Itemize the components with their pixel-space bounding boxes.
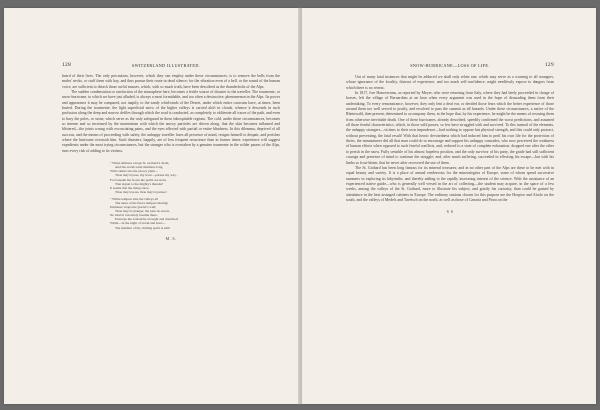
page-number: 128: [62, 62, 72, 68]
poem-line: It seems that the rising snow,: [110, 185, 150, 190]
right-page: [302, 8, 596, 404]
poem-line: Darkness wraps the glacier's wall;: [110, 205, 157, 210]
poem-line: " While tempest stirs the valleys all: [110, 196, 159, 201]
paragraph: heard of their lives. The only precaution, however, which they can employ under these circumstances, is to remove the bells from the mules' necks, or stuff them with hay, and thus pursue their route in dead silence; for the vibration even of a bell, or the sound of the human voice, are sufficient to detach those awful masses, which, with so much truth, have been described as the thunderbolts of the Alps.: [62, 74, 280, 89]
poem-line: That signal to the mighty's thunder!: [115, 181, 164, 186]
poem-line: Thou may'st pass, thou may'st pursue!: [115, 189, 167, 194]
poem-line: And the storm-wind slumbers long,: [115, 165, 164, 170]
poem-line: Thou may'st pass, thy trace—pursue thy way,: [115, 173, 177, 178]
right-page-header: [346, 62, 554, 70]
poem-line: The murmur of my chilling spirit is still!: [115, 225, 171, 230]
poem-line: While—in the night of storm and fears—: [110, 221, 166, 226]
left-page-header: [62, 62, 270, 70]
signature-mark: S S: [446, 209, 454, 215]
paragraph: The sudden condensation or rarefaction of the atmosphere here, becomes a fertile source of disaster to the traveller. The tourmente, or snow-hurricane, to which we have just alluded, is always a most formidable, and too often a destructive, phenomenon in the Alps. Its power and appearance it may be compared, not inaptly, to the sandy whirlwinds of the Desert, under which entire caravans have, at times, been buried. During the tourmente, the light superficial snow of the higher valleys is carried aloft in clouds, whence it descends in such profusion along the deep and narrow defiles through which the road is conducted, as completely to obliterate all traces of the path, and even to bury the poles, or stone, which serve as the only safeguard in these inhospitable regions. The cold, under these circumstances, becomes so intense and so increased by the momentum with which the snowy particles are driven along, that the skin becomes inflamed and blistered—the joints wrung with excruciating pains, and the eyes affected with partial or entire blindness. In this dilemma, deprived of all succour, and the means of proceeding with safety, the unhappy traveller loses all presence of mind, resigns himself to despair, and perishes where the hurricane overtook him. Such disasters, happily, are of less frequent recurrence than in former times: experience will suggest expedients under the most trying circumstances, but the stranger who is overtaken by a genuine tourmente in the wilder passes of the Alps, runs every risk of adding to its victims.: [62, 90, 280, 153]
poem-signature: M. S.: [165, 235, 177, 241]
running-head: SNOW-HURRICANE—LOSS OF LIFE.: [410, 63, 490, 68]
poem-line: For beneath his frown the perils are stern,: [110, 177, 167, 182]
paragraph: Out of many fatal instances that might be adduced we shall only relate one, which may serve as a warning to all strangers, whose ignorance of the locality, distrust of experience, and too much self-confidence, might needlessly expose to dangers from which there is no retreat.: [346, 75, 554, 90]
poem-line: " When stillness veraps St. Gothard's chain,: [110, 161, 170, 166]
right-page-body: [346, 75, 554, 215]
poem-line: With calmer airs the snowy plain—: [110, 169, 159, 174]
poem: [110, 161, 280, 230]
poem-line: Enwraps the avalanche wrought and drenched;: [115, 217, 179, 222]
poem-line: Thou may'st stranger, the pass be sworn,: [115, 209, 170, 214]
left-page: [4, 8, 298, 404]
poem-line: The skies of the fierce tempest sharing;: [115, 201, 169, 205]
left-page-body: [62, 74, 280, 241]
paragraph: In 1817, five Hanoverians, as reported by Meyer, who were returning from Italy, where they had lately proceeded in charge of horses, left the village of Bernardino at an hour when every argument was used in the hope of dissuading them from their undertaking. To every remonstrance, however, they only lent a deaf ear, or derided those fears which the better experience of those around them too well served to justify, and resolved to pass the summit as all hazards. Under these circumstances, a native of the Rheinwald, then present, determined to accompany them, in the hope that, by his experience, he might be the means of rescuing them from otherwise inevitable death. One of these hurricanes, already described, speedily confirmed the worst predictions, and assumed all those fearful characteristics, which, in those wild passes, so few have struggled with and survived. To this turmoil of the elements, the unhappy strangers—victims to their own imprudence—had nothing to oppose but physical strength, and this could only protract, without preventing, the fatal result! With that heroic devotedness which had induced him to peril his own life for the protection of theirs, the mountaineer did all that man could do to encourage and support his unhappy comrades, who now perceived the weakness of human efforts when opposed to such fearful conflicts, and, reduced to a state of complete exhaustion, dropped one after the other to perish in the snow. Fully sensible of his almost hopeless position, and the only survivor of his party, the guide had still sufficient courage and presence of mind to continue the struggle; and, after much suffering, succeeded in effecting his escape—but with his limbs so frost-bitten, that he never after recovered the use of them.: [346, 91, 554, 165]
page-number: 129: [544, 62, 554, 68]
poem-line: No mortal can safely breathe there,: [110, 213, 158, 218]
running-head: SWITZERLAND ILLUSTRATED.: [131, 63, 201, 68]
paragraph: The St. Gothard has been long famous for its mineral treasures; and in no other part of the Alps are these to be met with in equal beauty and variety. It is a place of annual rendezvous for the mineralogists of Europe, some of whom spend successive summers in exploring its labyrinths, and thereby adding to the rapidly increasing interest of the science. With the assistance of an experienced native guide—who is generally well versed in the art of collecting—the student may acquire, in the space of a few weeks, among the valleys of the St. Gothard, more to illustrate his subject, and gratify his curiosity, than could be gained by attendance in the best arranged cabinets in Europe. The ordinary stations chosen for this purpose are the Hospice and Airolo on the south, and the valleys of Medels and Tavetsch on the north, as well as those of Canaria and Piora on the: [346, 165, 554, 202]
